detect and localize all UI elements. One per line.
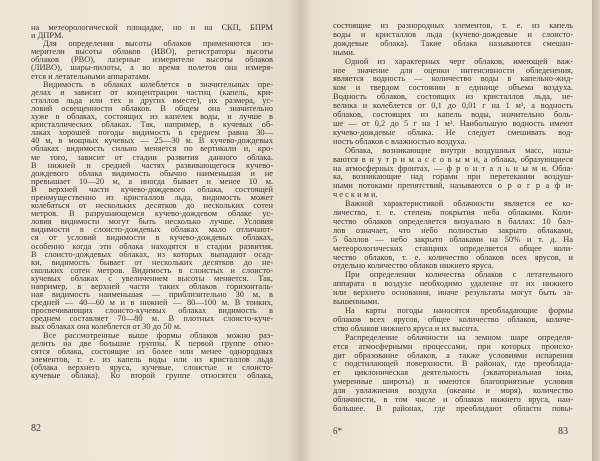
text-line: Одной из характерных черт облаков, имеющей важ- <box>345 56 573 66</box>
text-line: облаков (РВО), лазерные измерители высоты облаков <box>31 55 273 65</box>
paragraph <box>333 22 573 58</box>
text-line: среднем составляет 70—80 м. В плотных слоисто-куче- <box>31 314 273 324</box>
text-line: вых облаках она колеблется от 30 до 50 м. <box>31 322 182 332</box>
text-line: облаков, состоящих из капель воды, значительно боль- <box>333 110 573 120</box>
paragraph <box>333 58 573 147</box>
paragraph <box>31 40 273 80</box>
text-line: В слоисто-дождевых облаках, из которых выпадают осад- <box>31 249 273 259</box>
text-line: ловий освещенности облаков. В общем она значительно <box>31 103 273 113</box>
text-line: отдельно количество облаков нижнего яруса. <box>333 261 494 271</box>
paragraph <box>31 332 273 381</box>
text-line: ность облаков с влажностью воздуха. <box>333 136 467 146</box>
text-line: велика и колеблется от 0,1 до 0,01 г на 1 м³, а водность <box>333 101 573 111</box>
text-line: метров. В разрушающемся кучево-дождевом облаке ус- <box>31 209 273 219</box>
text-line: метеорологических станциях определяется общее коли- <box>333 243 573 253</box>
text-line: кучевых облаках с увеличением высоты меняется. Так, <box>31 273 273 283</box>
text-line: облачности, в том числе и облаков нижнего яруса, наи- <box>333 395 573 405</box>
text-line: воды и кристаллов льда (кучево-дождевые и слоисто- <box>333 29 573 39</box>
text-line: Важной характеристикой облачности является ее ко- <box>345 199 573 209</box>
text-line: сятся облака, состоящие из более или менее однородных <box>31 346 273 356</box>
text-line: ка, возникающие над горами при перетекании воздуш- <box>333 172 573 182</box>
text-line: Водность облаков, состоящих из кристаллов льда, не- <box>333 92 573 102</box>
text-line: для увлажнения воздуха (океаны и моря), количество <box>333 386 573 396</box>
right-page <box>300 0 592 461</box>
paragraph <box>31 81 273 332</box>
text-line: При определении количества облаков с летательного <box>345 270 573 280</box>
text-line: на метеорологической площадке, но и на СКП, БПРМ <box>31 23 273 32</box>
text-line: лаках хорошей погоды видимость в среднем равна 30— <box>31 128 273 138</box>
text-line: средней — 40—60 м и в нижней — 80—100 м. В тонких, <box>31 298 273 308</box>
text-line: делить на две большие группы. К первой группе отно- <box>31 338 273 348</box>
text-line: аппарата в воздухе необходимо удаление от их нижнего <box>333 279 573 289</box>
text-line: ными. <box>333 47 355 57</box>
text-line: На карты погоды наносятся преобладающие формы <box>345 306 573 315</box>
text-line: превышает 10—20 м, а иногда бывает и менее 10 м. <box>31 176 273 186</box>
text-line: (ЛИВО), шары-пилоты, а во время полетов она измеря- <box>31 63 273 73</box>
text-line: скольких сотен метров. Видимость в слоистых и слоисто- <box>31 265 273 275</box>
text-line: 40 м, в мощных кучевых — 25—30 м. В кучево-дождевых <box>31 136 273 146</box>
text-line: ч е с к и м и. <box>333 190 378 200</box>
left-page-text <box>31 24 273 380</box>
text-line: делах и зависит от концентрации частиц (капель, кри- <box>31 87 273 97</box>
text-line: ется и летательными аппаратами. <box>31 71 151 81</box>
text-line: кучево-дождевые облака. Не следует смешивать вод- <box>333 127 573 137</box>
text-line: ше — от 0,2 до 5 г на 1 м³. Наибольшую водность имеют <box>333 118 573 128</box>
paragraph <box>333 200 573 271</box>
text-line: облаках видимость сильно меняется по вертикали и, кро- <box>31 144 273 154</box>
text-line: большее. В районах, где преобладают области повы- <box>333 403 573 413</box>
text-line: кучевые облака). Ко второй группе относятся облака, <box>31 371 273 381</box>
text-line: кристаллических облаках. Так, например, в кучевых об- <box>31 120 273 130</box>
text-line: ком и твердом состоянии в единице объема воздуха. <box>333 83 573 93</box>
text-line: например, в верхней части таких облаков горизонталь- <box>31 282 273 291</box>
page-number-right: 83 <box>558 426 568 437</box>
paragraph <box>31 24 273 40</box>
text-line: ная видимость наименьшая — приблизительно 30 м, в <box>31 290 273 300</box>
text-line: ловия видимости могут быть несколько лучше. Условия <box>31 217 273 227</box>
book-edge <box>592 0 600 461</box>
text-line: преимущественно из кристаллов льда, видимость может <box>31 192 273 202</box>
text-line: с подстилающей поверхности. В районах, где преоблада- <box>333 359 573 369</box>
text-line: дит образование облаков, а также условиями испарения <box>333 350 573 360</box>
text-line: личество, т. е. степень покрытия неба облаками. Коли- <box>333 208 573 218</box>
text-line: мерители высоты облаков (ИВО), регистраторы высоты <box>31 47 273 57</box>
text-line: Для определения высоты облаков применяются из- <box>43 39 273 49</box>
text-line: ство облаков нижнего яруса и их высота. <box>333 323 480 333</box>
text-line: Облака, возникающие внутри воздушных масс, назы- <box>345 145 573 155</box>
text-line: просвечивающих слоисто-кучевых облаках видимость в <box>31 306 273 316</box>
paragraph <box>333 147 573 200</box>
text-line: ет циклоническая деятельность (экваториальная зона, <box>333 368 573 378</box>
text-line: и ДПРМ. <box>31 31 64 41</box>
paragraph <box>333 307 573 334</box>
signature-mark: 6* <box>333 426 342 436</box>
text-line: сталлов льда или тех и других вместе), их размера, ус- <box>31 95 273 105</box>
text-line: Видимость в облаках колеблется в значительных пре- <box>43 79 273 89</box>
text-line: умеренные широты) и имеются благоприятные условия <box>333 377 573 387</box>
text-line: чество облаков определяется визуально в баллах: 10 бал- <box>333 216 573 226</box>
text-line: дождевого облака видимость обычно наименьшая и не <box>31 168 273 178</box>
text-line: ваются в н у т р и м а с с о в ы м и, а облака, образующиеся <box>333 154 573 164</box>
right-page-text <box>333 22 573 414</box>
text-line: дождевые облака). Такие облака называются смешан- <box>333 38 573 48</box>
text-line: на атмосферных фронтах, — ф р о н т а л ь н ы м и. Обла- <box>333 163 573 173</box>
text-line: вышенными. <box>333 297 380 307</box>
text-line: является водность — количество воды в капельно-жид- <box>333 74 573 84</box>
text-line: или верхнего основания, иначе результаты могут быть за- <box>333 288 573 298</box>
text-line: ется атмосферными процессами, при которых происхо- <box>333 341 573 351</box>
text-line: колебаться от нескольких десятков до нескольких сотен <box>31 201 273 211</box>
text-line: Все рассмотренные выше формы облаков можно раз- <box>43 330 273 340</box>
text-line: особенно когда эти облака находятся в стадии развития. <box>31 241 273 251</box>
text-line: состоящие из разнородных элементов, т. е. из капель <box>333 21 573 30</box>
paragraph <box>333 271 573 307</box>
text-line: облаков всех ярусов, общее количество облаков, количе- <box>333 314 573 324</box>
text-line: чество облаков, т. е. количество облаков всех ярусов, и <box>333 252 573 262</box>
text-line: ными потоками препятствий, называются о р о г р а ф и- <box>333 181 573 191</box>
text-line: хуже в облаках, состоящих из капелек воды, и лучше в <box>31 112 273 122</box>
text-line: ки, видимость бывает от нескольких десятков до не- <box>31 257 273 267</box>
text-line: (облака верхнего яруса, кучевые, слоистые и слоисто- <box>31 362 273 372</box>
text-line: ме того, зависит от стадии развития данного облака. <box>31 152 273 162</box>
page-number-left: 82 <box>31 423 41 434</box>
text-line: 5 баллов — небо закрыто облаками на 50% и т. д. На <box>333 234 573 244</box>
text-line: видимости в слоисто-дождевых облаках мало отличают- <box>31 225 273 235</box>
text-line: В верхней части кучево-дождевого облака, состоящей <box>31 184 273 194</box>
text-line: лов означает, что небо полностью закрыто облаками, <box>333 225 573 235</box>
text-line: ся от условий видимости в кучево-дождевых облаках, <box>31 233 273 243</box>
text-line: ное значение для оценки интенсивности обледенения, <box>333 65 573 75</box>
text-line: В нижней и средней частях развивающегося кучево- <box>31 160 273 170</box>
text-line: Распределение облачности на земном шаре определя- <box>345 332 573 342</box>
text-line: элементов, т. е. из капель воды или из кристаллов льда <box>31 354 273 364</box>
paragraph <box>333 334 573 414</box>
